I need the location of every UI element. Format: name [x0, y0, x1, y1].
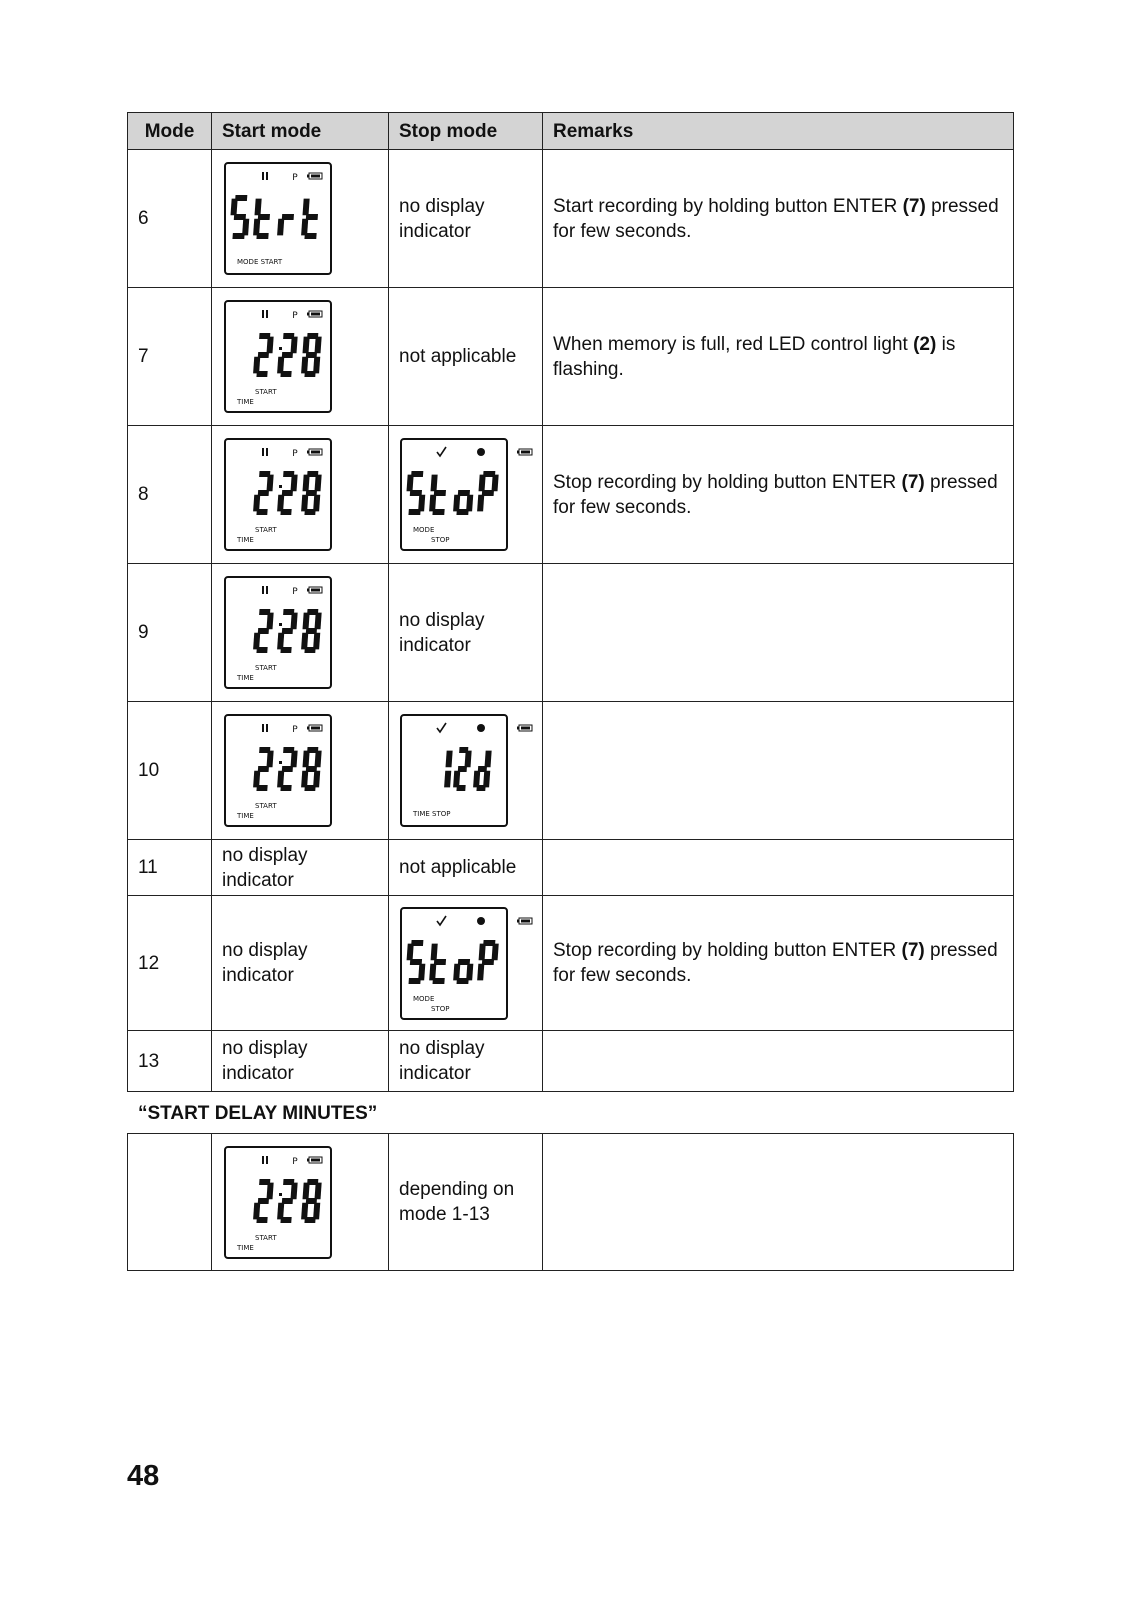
lcd-segment	[256, 785, 267, 791]
remarks	[543, 288, 1014, 426]
start-mode-display	[212, 564, 389, 702]
lcd-segment	[277, 633, 284, 650]
lcd-display	[212, 427, 388, 562]
stop-mode-text: not applicable	[389, 288, 543, 426]
stop-mode-text: depending on mode 1-13	[389, 1134, 543, 1271]
mode-number: 12	[128, 896, 212, 1031]
lcd-segment	[482, 490, 494, 496]
table-row	[128, 426, 1014, 564]
lcd-segment	[477, 964, 484, 981]
delay-table	[127, 1133, 1014, 1271]
lcd-segment	[280, 509, 291, 515]
lcd-segment	[277, 771, 284, 788]
lcd-segment	[280, 1217, 291, 1223]
lcd-segment	[282, 214, 294, 220]
lcd-segment	[267, 475, 274, 492]
table-row	[128, 564, 1014, 702]
lcd-display	[212, 565, 388, 700]
lcd-segment	[253, 357, 260, 374]
lcd-segment	[409, 978, 421, 984]
p-indicator: P	[292, 725, 298, 735]
lcd-colon	[279, 361, 282, 364]
lcd-segment	[313, 771, 320, 788]
remarks	[543, 1134, 1014, 1271]
stop-mode-text: no display indicator	[389, 564, 543, 702]
lcd-segment	[291, 337, 298, 354]
lcd-colon	[279, 761, 282, 764]
lcd-segment	[492, 475, 499, 492]
lcd-colon	[279, 1193, 282, 1196]
lcd-label: START	[255, 388, 277, 396]
remarks-text: When memory is full, red LED control light	[553, 333, 914, 355]
remarks-ref: (7)	[902, 195, 926, 217]
remarks	[543, 702, 1014, 840]
remarks	[543, 426, 1014, 564]
lcd-segment	[256, 371, 267, 377]
lcd-colon	[279, 775, 282, 778]
stop-mode-display	[389, 702, 543, 840]
lcd-display	[389, 703, 542, 838]
battery-icon	[517, 449, 532, 455]
lcd-segment	[306, 490, 317, 496]
lcd-segment	[301, 357, 308, 374]
lcd-segment	[277, 357, 284, 374]
lcd-segment	[253, 219, 260, 236]
mode-number: 8	[128, 426, 212, 564]
start-mode-display	[212, 702, 389, 840]
lcd-label: MODE	[413, 995, 435, 1003]
dot-icon	[477, 724, 485, 732]
battery-icon	[517, 725, 532, 731]
mode-number: 13	[128, 1031, 212, 1092]
lcd-segment	[267, 1183, 274, 1200]
lcd-colon	[279, 347, 282, 350]
lcd-segment	[483, 771, 490, 788]
table-row	[128, 1031, 1014, 1092]
lcd-segment	[256, 1217, 267, 1223]
lcd-segment	[291, 475, 298, 492]
lcd-segment	[479, 944, 486, 961]
lcd-segment	[291, 1183, 298, 1200]
table-row	[128, 288, 1014, 426]
lcd-colon	[279, 1207, 282, 1210]
lcd-segment	[242, 219, 249, 236]
lcd-segment	[280, 371, 291, 377]
p-indicator: P	[292, 449, 298, 459]
lcd-segment	[313, 633, 320, 650]
lcd-segment	[456, 785, 465, 791]
lcd-segment	[432, 509, 444, 515]
dot-icon	[477, 917, 485, 925]
lcd-label: STOP	[431, 1005, 450, 1013]
start-mode-text: no display indicator	[212, 840, 389, 896]
lcd-segment	[453, 771, 460, 788]
lcd-label: TIME	[237, 398, 254, 406]
stop-mode-text: no display indicator	[389, 1031, 543, 1092]
lcd-label: START	[255, 1234, 277, 1242]
header-remarks: Remarks	[543, 113, 1014, 150]
stop-mode-text: not applicable	[389, 840, 543, 896]
lcd-segment	[458, 959, 470, 965]
lcd-segment	[301, 219, 308, 236]
lcd-segment	[313, 1203, 320, 1220]
lcd-segment	[253, 633, 260, 650]
p-indicator: P	[292, 1157, 298, 1167]
lcd-display	[212, 289, 388, 424]
lcd-segment	[482, 959, 494, 965]
lcd-segment	[465, 751, 472, 768]
table-row	[128, 840, 1014, 896]
lcd-colon	[279, 637, 282, 640]
lcd-segment	[267, 613, 274, 630]
lcd-segment	[301, 495, 308, 512]
lcd-display	[389, 427, 542, 562]
lcd-display	[212, 1135, 388, 1269]
remarks-text: Stop recording by holding button ENTER	[553, 940, 902, 961]
lcd-label: MODE	[413, 526, 435, 534]
lcd-segment	[267, 751, 274, 768]
mode-number: 9	[128, 564, 212, 702]
lcd-segment	[431, 475, 438, 492]
mode-number: 10	[128, 702, 212, 840]
remarks	[543, 1031, 1014, 1092]
start-mode-display	[212, 426, 389, 564]
remarks-ref: (2)	[913, 333, 937, 355]
lcd-segment	[478, 766, 487, 772]
start-mode-display	[212, 288, 389, 426]
lcd-segment	[232, 233, 244, 239]
remarks-ref: (7)	[901, 471, 925, 493]
lcd-segment	[303, 1183, 310, 1200]
lcd-segment	[313, 357, 320, 374]
header-mode: Mode	[128, 113, 212, 150]
lcd-segment	[473, 771, 480, 788]
p-indicator: P	[292, 311, 298, 321]
lcd-label: START	[255, 802, 277, 810]
lcd-segment	[303, 751, 310, 768]
start-mode-display	[212, 1134, 389, 1271]
lcd-segment	[315, 337, 322, 354]
lcd-segment	[418, 964, 425, 981]
lcd-segment	[306, 1198, 317, 1204]
lcd-segment	[253, 495, 260, 512]
lcd-segment	[255, 199, 262, 216]
table-header	[128, 113, 1014, 150]
dot-icon	[477, 448, 485, 456]
lcd-label: MODE START	[237, 258, 283, 266]
header-start-mode: Start mode	[212, 113, 389, 150]
remarks-text: is flashing.	[553, 333, 956, 380]
remarks-ref: (7)	[901, 940, 925, 961]
lcd-segment	[315, 613, 322, 630]
header-stop-mode: Stop mode	[389, 113, 543, 150]
lcd-display	[212, 703, 388, 838]
lcd-segment	[315, 475, 322, 492]
lcd-label: TIME	[237, 536, 254, 544]
battery-icon	[517, 918, 532, 924]
table-row	[128, 702, 1014, 840]
lcd-segment	[492, 944, 499, 961]
lcd-segment	[453, 964, 460, 981]
remarks-text: Stop recording by holding button ENTER	[553, 471, 902, 493]
lcd-segment	[303, 475, 310, 492]
remarks	[543, 896, 1014, 1031]
lcd-segment	[429, 964, 436, 981]
lcd-segment	[256, 509, 267, 515]
remarks-text: pressed for few seconds.	[553, 940, 998, 986]
p-indicator: P	[292, 587, 298, 597]
lcd-segment	[231, 199, 238, 216]
lcd-segment	[429, 495, 436, 512]
lcd-segment	[453, 495, 460, 512]
lcd-segment	[277, 495, 284, 512]
table-row	[128, 896, 1014, 1031]
lcd-segment	[303, 199, 310, 216]
lcd-segment	[256, 647, 267, 653]
lcd-segment	[304, 233, 316, 239]
lcd-segment	[458, 490, 470, 496]
lcd-label: TIME	[237, 1244, 254, 1252]
lcd-segment	[301, 1203, 308, 1220]
lcd-label: STOP	[431, 536, 450, 544]
mode-number: 6	[128, 150, 212, 288]
lcd-display	[389, 897, 542, 1029]
lcd-segment	[256, 233, 268, 239]
lcd-segment	[291, 613, 298, 630]
start-mode-text: no display indicator	[212, 896, 389, 1031]
start-mode-text: no display indicator	[212, 1031, 389, 1092]
lcd-segment	[407, 475, 414, 492]
lcd-label: TIME	[237, 674, 254, 682]
lcd-segment	[306, 766, 317, 772]
mode-number: 11	[128, 840, 212, 896]
remarks-text: Start recording by holding button ENTER	[553, 195, 903, 217]
lcd-colon	[279, 485, 282, 488]
lcd-segment	[315, 1183, 322, 1200]
lcd-segment	[253, 1203, 260, 1220]
lcd-segment	[280, 785, 291, 791]
lcd-label: TIME STOP	[413, 810, 451, 818]
remarks-text: pressed for few seconds.	[553, 471, 998, 518]
lcd-segment	[253, 771, 260, 788]
lcd-segment	[291, 751, 298, 768]
page-number: 48	[127, 1460, 160, 1492]
stop-mode-display	[389, 896, 543, 1031]
lcd-segment	[477, 495, 484, 512]
lcd-colon	[279, 623, 282, 626]
lcd-segment	[301, 633, 308, 650]
lcd-segment	[313, 495, 320, 512]
mode-number: 7	[128, 288, 212, 426]
p-indicator: P	[292, 173, 298, 183]
lcd-segment	[431, 944, 438, 961]
lcd-colon	[279, 499, 282, 502]
lcd-segment	[466, 964, 473, 981]
lcd-segment	[408, 509, 420, 515]
lcd-segment	[444, 771, 451, 788]
lcd-segment	[277, 1203, 284, 1220]
lcd-segment	[485, 751, 492, 768]
remarks	[543, 564, 1014, 702]
lcd-segment	[306, 628, 317, 634]
mode-number	[128, 1134, 212, 1271]
lcd-label: START	[255, 664, 277, 672]
lcd-segment	[466, 495, 473, 512]
lcd-label: TIME	[237, 812, 254, 820]
lcd-segment	[280, 647, 291, 653]
mode-table	[127, 112, 1014, 1092]
lcd-segment	[418, 495, 425, 512]
section-label: “START DELAY MINUTES”	[138, 1103, 378, 1124]
remarks	[543, 840, 1014, 896]
lcd-segment	[407, 944, 414, 961]
lcd-segment	[446, 751, 453, 768]
lcd-segment	[303, 337, 310, 354]
stop-mode-display	[389, 426, 543, 564]
remarks-text: pressed for few seconds.	[553, 195, 999, 242]
lcd-segment	[301, 771, 308, 788]
table-row	[128, 150, 1014, 288]
lcd-segment	[479, 475, 486, 492]
lcd-display	[212, 151, 388, 286]
lcd-segment	[267, 337, 274, 354]
lcd-segment	[306, 352, 317, 358]
lcd-label: START	[255, 526, 277, 534]
remarks	[543, 150, 1014, 288]
lcd-segment	[303, 613, 310, 630]
table-row	[128, 1134, 1014, 1271]
start-mode-display	[212, 150, 389, 288]
lcd-segment	[433, 978, 445, 984]
lcd-segment	[277, 219, 284, 236]
stop-mode-text: no display indicator	[389, 150, 543, 288]
lcd-segment	[315, 751, 322, 768]
